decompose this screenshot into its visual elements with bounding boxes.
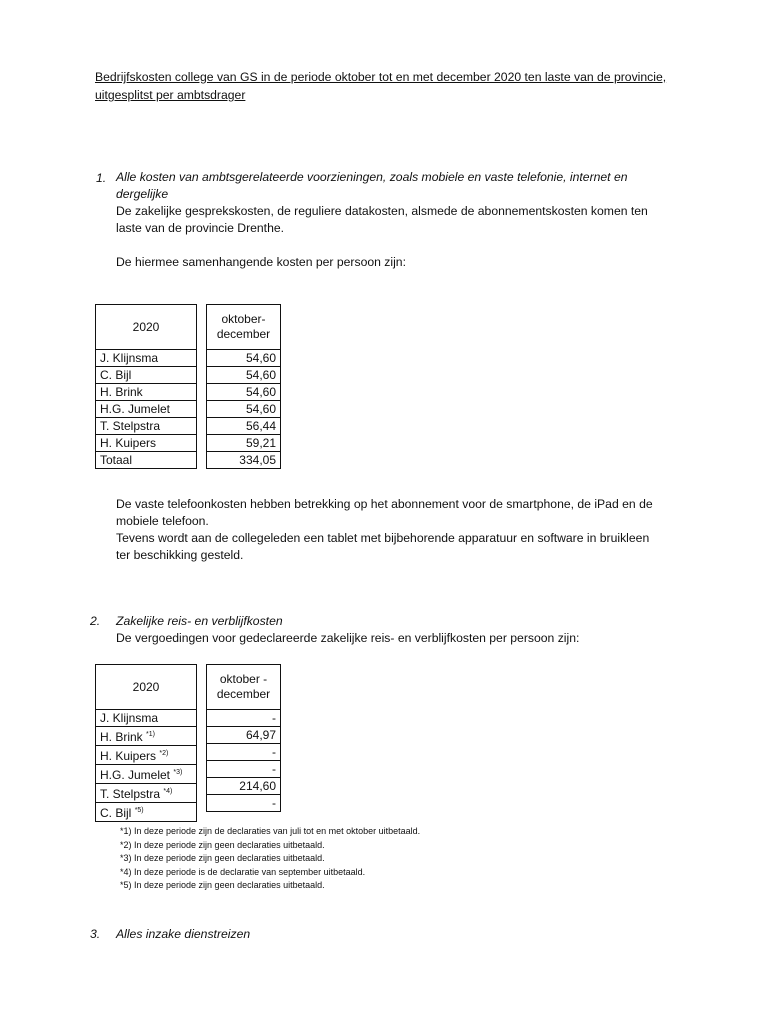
person-name: H.G. Jumelet [100, 768, 171, 782]
table-1-name-cell: H. Brink [96, 384, 197, 401]
table-2-value-cell: - [207, 795, 281, 812]
table-row [207, 384, 281, 401]
section-1-heading-line2: dergelijke [116, 187, 169, 201]
table-row [207, 350, 281, 367]
section-2-number: 2. [90, 614, 101, 628]
table-row [96, 452, 197, 469]
table-2-name-cell [96, 784, 197, 803]
footnote: *2) In deze periode zijn geen declaraties uitbetaald. [120, 839, 325, 850]
footnote-marker: *2) [159, 750, 169, 757]
table-row [96, 401, 197, 418]
table-row [96, 746, 197, 765]
table-1-names [95, 304, 197, 469]
table-1-values [206, 304, 281, 469]
section-2-para1: De vergoedingen voor gedeclareerde zakelijke reis- en verblijfkosten per persoon zijn: [116, 631, 580, 645]
document-title: Bedrijfskosten college van GS in de periode oktober tot en met december 2020 ten laste van de provincie, uitgesplitst per ambtsdrager [95, 70, 667, 102]
table-2-value-cell: 64,97 [207, 727, 281, 744]
table-2-period-header [207, 665, 281, 710]
footnote: *5) In deze periode zijn geen declaraties uitbetaald. [120, 880, 325, 890]
footnote-marker: *5) [134, 807, 144, 814]
table-row [207, 744, 281, 761]
table-1-name-cell: J. Klijnsma [96, 350, 197, 367]
table-row [96, 784, 197, 803]
table-1-value-cell: 334,05 [207, 452, 281, 469]
footnote-marker: *3) [173, 769, 183, 776]
section-3-number: 3. [90, 927, 101, 941]
table-row [96, 367, 197, 384]
table-1-value-cell: 54,60 [207, 384, 281, 401]
table-1-year-header: 2020 [96, 305, 197, 350]
table-2-name-cell [96, 765, 197, 784]
section-2-heading: Zakelijke reis- en verblijfkosten [116, 614, 283, 628]
footnote: *4) In deze periode is de declaratie van september uitbetaald. [120, 866, 366, 877]
table-2-name-cell [96, 803, 197, 822]
table-row [96, 803, 197, 822]
section-1-para4-line1: Tevens wordt aan de collegeleden een tablet met bijbehorende apparatuur en software in bruikleen [116, 531, 650, 545]
person-name: C. Bijl [100, 806, 132, 820]
table-row [207, 401, 281, 418]
table-row [96, 765, 197, 784]
table-row [207, 778, 281, 795]
table-1-value-cell: 54,60 [207, 367, 281, 384]
table-row [207, 727, 281, 744]
section-1-number: 1. [96, 171, 107, 185]
table-row [96, 384, 197, 401]
period-line2: december [216, 327, 271, 341]
footnote-marker: *1) [146, 731, 155, 738]
section-1-para1-line2: laste van de provincie Drenthe. [116, 221, 285, 235]
table-row [207, 367, 281, 384]
person-name: H. Kuipers [100, 749, 157, 763]
table-2-value-cell: 214,60 [207, 778, 281, 795]
table-row [96, 435, 197, 452]
table-2-year-header: 2020 [96, 665, 197, 710]
table-row [207, 435, 281, 452]
table-1-value-cell: 54,60 [207, 350, 281, 367]
table-2-names [95, 664, 197, 822]
table-1-name-cell: C. Bijl [96, 367, 197, 384]
table-2-values [206, 664, 281, 812]
table-row [207, 710, 281, 727]
section-1-para1-line1: De zakelijke gesprekskosten, de reguliere datakosten, alsmede de abonnementskosten komen ten [116, 204, 648, 218]
table-1-value-cell: 56,44 [207, 418, 281, 435]
table-row [96, 727, 197, 746]
table-2-name-cell [96, 710, 197, 727]
table-row [96, 710, 197, 727]
period-line1: oktober- [221, 312, 266, 326]
table-2-name-cell [96, 746, 197, 765]
section-1-para3-line2: mobiele telefoon. [116, 514, 209, 528]
table-row [207, 795, 281, 812]
table-2-value-cell: - [207, 710, 281, 727]
footnote-marker: *4) [163, 788, 173, 795]
table-1-name-cell: T. Stelpstra [96, 418, 197, 435]
period-line1: oktober - [219, 672, 268, 686]
person-name: H. Brink [100, 730, 143, 744]
section-1-heading-line1: Alle kosten van ambtsgerelateerde voorzieningen, zoals mobiele en vaste telefonie, internet en [116, 170, 628, 184]
section-3-heading: Alles inzake dienstreizen [116, 927, 251, 941]
table-2-value-cell: - [207, 761, 281, 778]
table-1-period-header [207, 305, 281, 350]
table-row [96, 350, 197, 367]
table-1-value-cell: 59,21 [207, 435, 281, 452]
table-1-name-cell: H.G. Jumelet [96, 401, 197, 418]
period-line2: december [216, 687, 271, 701]
person-name: T. Stelpstra [100, 787, 161, 801]
table-row [207, 418, 281, 435]
table-row [207, 761, 281, 778]
section-1-para4-line2: ter beschikking gesteld. [116, 548, 244, 562]
person-name: J. Klijnsma [100, 711, 159, 725]
table-2-name-cell [96, 727, 197, 746]
table-2-value-cell: - [207, 744, 281, 761]
table-row [96, 418, 197, 435]
table-1-value-cell: 54,60 [207, 401, 281, 418]
table-row [207, 452, 281, 469]
section-1-para2: De hiermee samenhangende kosten per persoon zijn: [116, 255, 406, 269]
table-1-name-cell: Totaal [96, 452, 197, 469]
footnote: *1) In deze periode zijn de declaraties van juli tot en met oktober uitbetaald. [120, 826, 421, 836]
footnote: *3) In deze periode zijn geen declaraties uitbetaald. [120, 853, 325, 863]
section-1-para3-line1: De vaste telefoonkosten hebben betrekking op het abonnement voor de smartphone, de iPad en de [116, 497, 653, 511]
table-1-name-cell: H. Kuipers [96, 435, 197, 452]
